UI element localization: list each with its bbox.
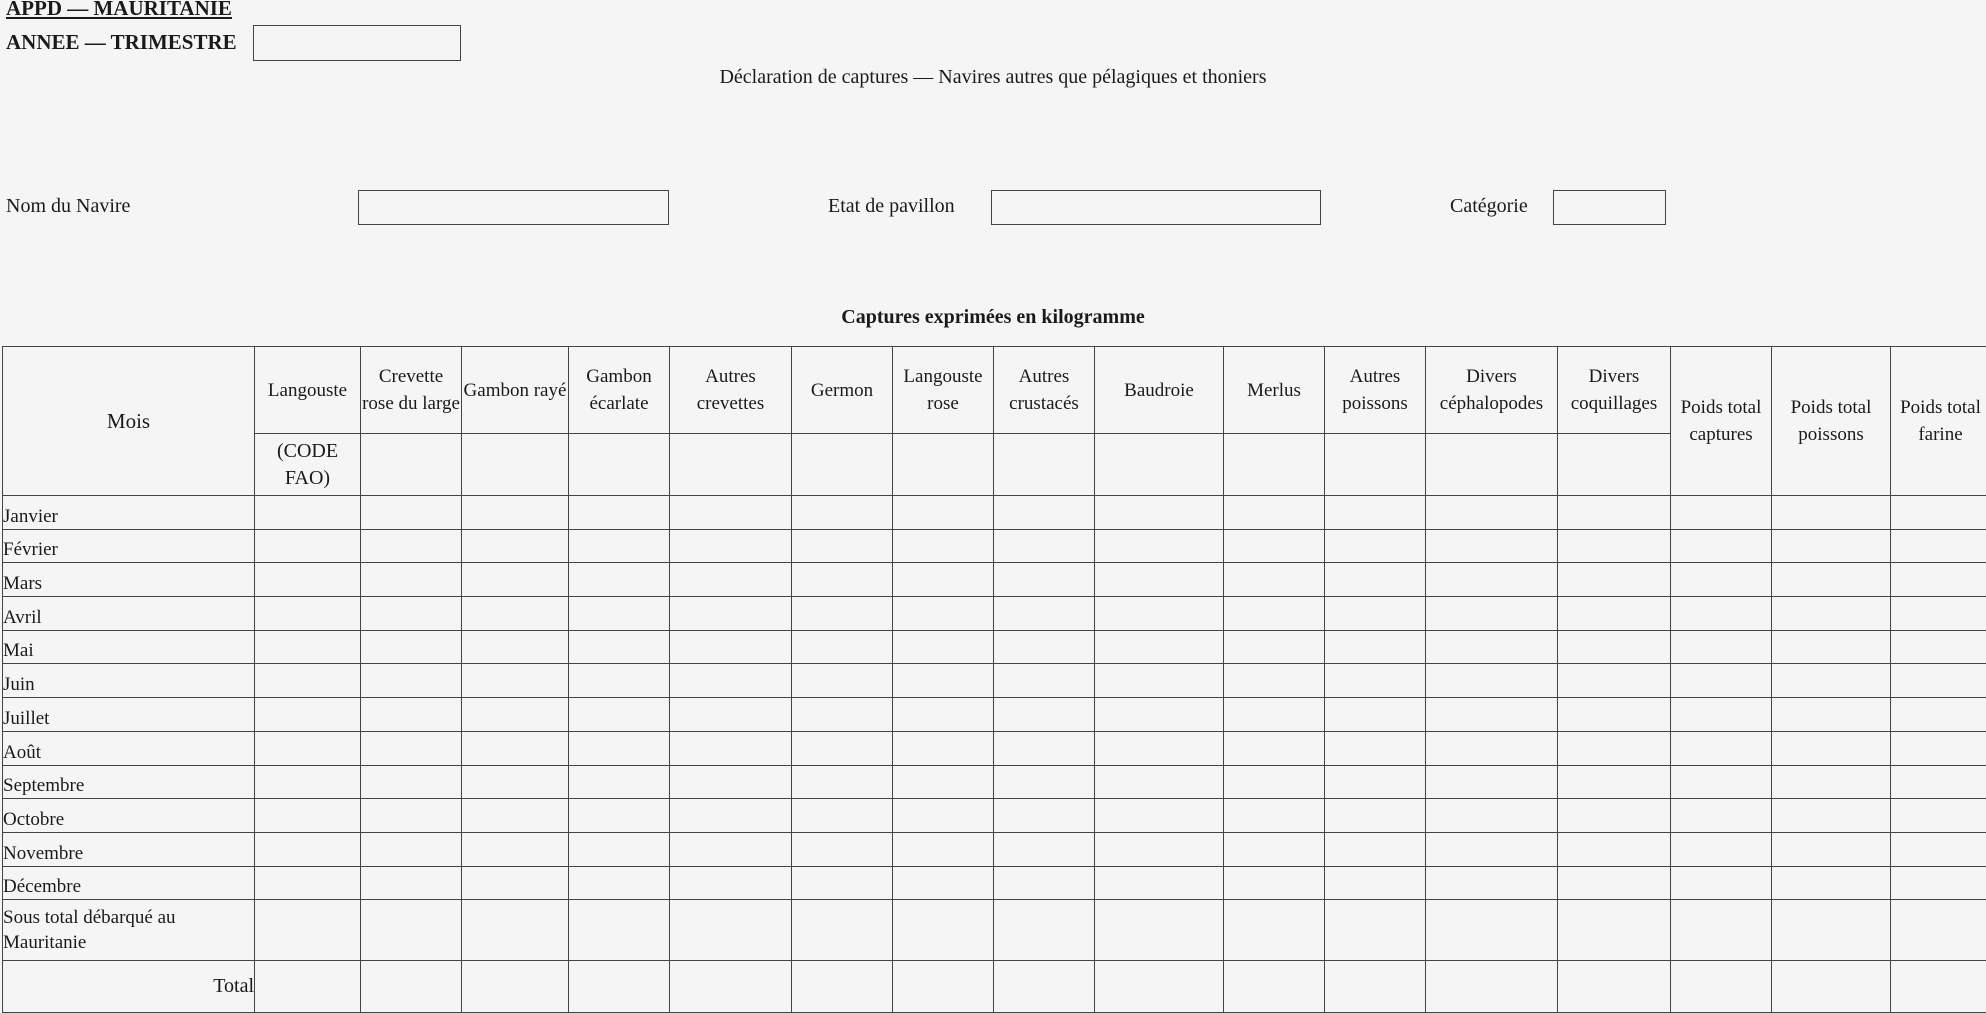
capture-cell[interactable] (255, 961, 361, 1013)
capture-cell[interactable] (1891, 961, 1986, 1013)
capture-cell[interactable] (1671, 765, 1772, 799)
capture-cell[interactable] (1224, 597, 1325, 631)
capture-cell[interactable] (994, 832, 1095, 866)
capture-cell[interactable] (1426, 563, 1558, 597)
subtotal-label: Sous total débarqué au Mauritanie (3, 900, 255, 961)
capture-cell[interactable] (361, 630, 462, 664)
species-header: Langouste rose (893, 347, 994, 434)
species-header: Langouste (255, 347, 361, 434)
capture-cell[interactable] (670, 664, 792, 698)
month-label: Décembre (3, 866, 255, 900)
capture-cell[interactable] (1325, 832, 1426, 866)
capture-cell[interactable] (1891, 664, 1986, 698)
capture-cell[interactable] (569, 597, 670, 631)
capture-cell[interactable] (255, 529, 361, 563)
capture-cell[interactable] (1325, 698, 1426, 732)
capture-cell[interactable] (569, 765, 670, 799)
capture-cell[interactable] (1426, 799, 1558, 833)
table-row (3, 866, 1986, 900)
capture-cell[interactable] (1772, 765, 1891, 799)
table-row (3, 529, 1986, 563)
capture-cell[interactable] (1426, 866, 1558, 900)
capture-cell[interactable] (1426, 765, 1558, 799)
capture-cell[interactable] (1095, 900, 1224, 961)
table-row (3, 597, 1986, 631)
capture-cell[interactable] (462, 866, 569, 900)
code-fao-cell[interactable] (462, 434, 569, 496)
species-header: Autres crevettes (670, 347, 792, 434)
capture-cell[interactable] (1095, 529, 1224, 563)
capture-cell[interactable] (361, 529, 462, 563)
capture-cell[interactable] (1671, 731, 1772, 765)
capture-cell[interactable] (1095, 731, 1224, 765)
capture-cell[interactable] (893, 731, 994, 765)
species-header: Divers coquillages (1558, 347, 1671, 434)
capture-cell[interactable] (670, 496, 792, 530)
capture-cell[interactable] (1772, 900, 1891, 961)
capture-cell[interactable] (994, 866, 1095, 900)
total-weight-header: Poids total farine (1891, 347, 1986, 496)
capture-cell[interactable] (569, 529, 670, 563)
capture-cell[interactable] (1772, 529, 1891, 563)
capture-cell[interactable] (1224, 698, 1325, 732)
capture-cell[interactable] (1558, 529, 1671, 563)
capture-cell[interactable] (1891, 563, 1986, 597)
capture-cell[interactable] (462, 630, 569, 664)
capture-cell[interactable] (893, 698, 994, 732)
capture-cell[interactable] (1671, 630, 1772, 664)
capture-cell[interactable] (792, 664, 893, 698)
capture-cell[interactable] (893, 664, 994, 698)
capture-cell[interactable] (255, 664, 361, 698)
capture-cell[interactable] (1671, 698, 1772, 732)
capture-cell[interactable] (893, 961, 994, 1013)
capture-cell[interactable] (1426, 496, 1558, 530)
capture-cell[interactable] (569, 866, 670, 900)
species-header: Germon (792, 347, 893, 434)
nom-navire-field[interactable] (358, 190, 669, 225)
capture-cell[interactable] (1325, 799, 1426, 833)
subtotal-row (3, 900, 1986, 961)
capture-cell[interactable] (792, 731, 893, 765)
capture-cell[interactable] (792, 961, 893, 1013)
capture-cell[interactable] (569, 630, 670, 664)
capture-cell[interactable] (462, 731, 569, 765)
capture-cell[interactable] (1426, 698, 1558, 732)
annee-trimestre-field[interactable] (253, 25, 461, 61)
capture-cell[interactable] (1891, 496, 1986, 530)
capture-cell[interactable] (1772, 961, 1891, 1013)
capture-cell[interactable] (1224, 664, 1325, 698)
species-header: Autres crustacés (994, 347, 1095, 434)
capture-cell[interactable] (255, 496, 361, 530)
capture-cell[interactable] (792, 496, 893, 530)
capture-cell[interactable] (1772, 799, 1891, 833)
capture-cell[interactable] (1558, 961, 1671, 1013)
capture-cell[interactable] (1426, 731, 1558, 765)
capture-cell[interactable] (1224, 765, 1325, 799)
code-fao-cell[interactable] (361, 434, 462, 496)
capture-cell[interactable] (792, 630, 893, 664)
capture-cell[interactable] (893, 529, 994, 563)
capture-cell[interactable] (255, 698, 361, 732)
capture-cell[interactable] (255, 597, 361, 631)
table-row (3, 630, 1986, 664)
month-label: Juin (3, 664, 255, 698)
code-fao-cell[interactable] (893, 434, 994, 496)
month-label: Janvier (3, 496, 255, 530)
month-label: Mars (3, 563, 255, 597)
capture-cell[interactable] (255, 563, 361, 597)
capture-cell[interactable] (1772, 597, 1891, 631)
capture-cell[interactable] (1558, 832, 1671, 866)
capture-cell[interactable] (1325, 563, 1426, 597)
annee-trimestre-label: ANNEE — TRIMESTRE (6, 30, 237, 54)
table-row (3, 563, 1986, 597)
capture-cell[interactable] (255, 799, 361, 833)
capture-cell[interactable] (1671, 597, 1772, 631)
capture-cell[interactable] (1891, 900, 1986, 961)
capture-cell[interactable] (1772, 630, 1891, 664)
capture-cell[interactable] (569, 698, 670, 732)
capture-cell[interactable] (670, 731, 792, 765)
capture-cell[interactable] (1891, 731, 1986, 765)
capture-cell[interactable] (994, 529, 1095, 563)
table-row (3, 832, 1986, 866)
code-fao-cell[interactable] (1224, 434, 1325, 496)
capture-cell[interactable] (255, 630, 361, 664)
capture-cell[interactable] (1095, 563, 1224, 597)
capture-cell[interactable] (1558, 698, 1671, 732)
capture-cell[interactable] (255, 832, 361, 866)
total-weight-header: Poids total captures (1671, 347, 1772, 496)
capture-cell[interactable] (1095, 698, 1224, 732)
capture-cell[interactable] (994, 563, 1095, 597)
species-header: Gambon rayé (462, 347, 569, 434)
capture-cell[interactable] (893, 630, 994, 664)
capture-cell[interactable] (670, 866, 792, 900)
capture-cell[interactable] (361, 563, 462, 597)
capture-cell[interactable] (361, 496, 462, 530)
capture-cell[interactable] (994, 961, 1095, 1013)
capture-cell[interactable] (893, 832, 994, 866)
capture-cell[interactable] (1671, 961, 1772, 1013)
capture-cell[interactable] (670, 900, 792, 961)
capture-cell[interactable] (1558, 664, 1671, 698)
capture-cell[interactable] (994, 664, 1095, 698)
capture-cell[interactable] (792, 597, 893, 631)
capture-cell[interactable] (893, 563, 994, 597)
capture-cell[interactable] (792, 765, 893, 799)
code-fao-cell[interactable] (792, 434, 893, 496)
capture-cell[interactable] (1891, 630, 1986, 664)
month-label: Avril (3, 597, 255, 631)
capture-cell[interactable] (1891, 765, 1986, 799)
capture-cell[interactable] (462, 799, 569, 833)
capture-cell[interactable] (792, 866, 893, 900)
capture-cell[interactable] (361, 866, 462, 900)
capture-cell[interactable] (1224, 832, 1325, 866)
etat-pavillon-label: Etat de pavillon (828, 195, 955, 217)
capture-cell[interactable] (361, 765, 462, 799)
capture-cell[interactable] (569, 832, 670, 866)
capture-cell[interactable] (462, 597, 569, 631)
capture-cell[interactable] (994, 630, 1095, 664)
capture-cell[interactable] (1095, 630, 1224, 664)
capture-cell[interactable] (1671, 529, 1772, 563)
capture-cell[interactable] (1426, 832, 1558, 866)
capture-cell[interactable] (1325, 529, 1426, 563)
capture-cell[interactable] (670, 698, 792, 732)
capture-cell[interactable] (569, 563, 670, 597)
organization-title: APPD — MAURITANIE (6, 0, 232, 20)
capture-cell[interactable] (1325, 866, 1426, 900)
capture-cell[interactable] (1325, 496, 1426, 530)
month-label: Septembre (3, 765, 255, 799)
capture-cell[interactable] (670, 630, 792, 664)
table-row (3, 496, 1986, 530)
capture-cell[interactable] (1224, 496, 1325, 530)
month-label: Mai (3, 630, 255, 664)
capture-cell[interactable] (792, 563, 893, 597)
capture-cell[interactable] (569, 664, 670, 698)
capture-cell[interactable] (1772, 832, 1891, 866)
capture-cell[interactable] (1558, 630, 1671, 664)
code-fao-cell[interactable] (569, 434, 670, 496)
capture-cell[interactable] (670, 799, 792, 833)
capture-cell[interactable] (462, 832, 569, 866)
capture-cell[interactable] (1558, 731, 1671, 765)
captures-table (2, 346, 1986, 1013)
capture-cell[interactable] (255, 731, 361, 765)
code-fao-cell[interactable] (1325, 434, 1426, 496)
capture-cell[interactable] (1426, 900, 1558, 961)
capture-cell[interactable] (670, 597, 792, 631)
table-row (3, 664, 1986, 698)
capture-cell[interactable] (1426, 664, 1558, 698)
capture-cell[interactable] (1558, 597, 1671, 631)
capture-cell[interactable] (1095, 765, 1224, 799)
capture-cell[interactable] (1224, 630, 1325, 664)
capture-cell[interactable] (1325, 630, 1426, 664)
capture-cell[interactable] (1891, 529, 1986, 563)
capture-cell[interactable] (361, 597, 462, 631)
table-row (3, 731, 1986, 765)
capture-cell[interactable] (1325, 765, 1426, 799)
month-label: Août (3, 731, 255, 765)
capture-cell[interactable] (255, 900, 361, 961)
capture-cell[interactable] (361, 799, 462, 833)
capture-cell[interactable] (1671, 496, 1772, 530)
capture-cell[interactable] (1772, 563, 1891, 597)
capture-cell[interactable] (1426, 630, 1558, 664)
capture-cell[interactable] (462, 698, 569, 732)
month-label: Juillet (3, 698, 255, 732)
capture-cell[interactable] (462, 664, 569, 698)
capture-cell[interactable] (1772, 866, 1891, 900)
table-row (3, 698, 1986, 732)
capture-cell[interactable] (792, 900, 893, 961)
capture-cell[interactable] (1325, 961, 1426, 1013)
capture-cell[interactable] (255, 765, 361, 799)
capture-cell[interactable] (1558, 900, 1671, 961)
capture-cell[interactable] (1671, 799, 1772, 833)
code-fao-cell[interactable] (1095, 434, 1224, 496)
capture-cell[interactable] (1095, 799, 1224, 833)
capture-cell[interactable] (1891, 698, 1986, 732)
categorie-label: Catégorie (1450, 195, 1528, 217)
total-row (3, 961, 1986, 1013)
mois-header: Mois (3, 347, 255, 496)
total-label: Total (3, 961, 255, 1013)
capture-cell[interactable] (994, 900, 1095, 961)
species-header: Baudroie (1095, 347, 1224, 434)
capture-cell[interactable] (792, 832, 893, 866)
capture-cell[interactable] (569, 900, 670, 961)
species-header: Gambon écarlate (569, 347, 670, 434)
capture-cell[interactable] (361, 961, 462, 1013)
capture-cell[interactable] (569, 731, 670, 765)
etat-pavillon-field[interactable] (991, 190, 1321, 225)
capture-cell[interactable] (361, 698, 462, 732)
capture-cell[interactable] (1558, 866, 1671, 900)
capture-cell[interactable] (994, 799, 1095, 833)
code-fao-cell[interactable] (994, 434, 1095, 496)
month-label: Octobre (3, 799, 255, 833)
capture-cell[interactable] (1095, 832, 1224, 866)
capture-cell[interactable] (1426, 597, 1558, 631)
capture-cell[interactable] (1426, 961, 1558, 1013)
capture-cell[interactable] (893, 597, 994, 631)
capture-cell[interactable] (994, 765, 1095, 799)
capture-cell[interactable] (1671, 866, 1772, 900)
code-fao-cell[interactable] (670, 434, 792, 496)
capture-cell[interactable] (670, 563, 792, 597)
capture-cell[interactable] (462, 529, 569, 563)
capture-cell[interactable] (1558, 563, 1671, 597)
capture-cell[interactable] (1224, 900, 1325, 961)
capture-cell[interactable] (1095, 961, 1224, 1013)
capture-cell[interactable] (670, 961, 792, 1013)
capture-cell[interactable] (1891, 799, 1986, 833)
month-label: Novembre (3, 832, 255, 866)
nom-navire-label: Nom du Navire (6, 195, 131, 217)
capture-cell[interactable] (462, 563, 569, 597)
capture-cell[interactable] (670, 832, 792, 866)
capture-cell[interactable] (1891, 866, 1986, 900)
capture-cell[interactable] (893, 496, 994, 530)
capture-cell[interactable] (994, 698, 1095, 732)
capture-cell[interactable] (1095, 496, 1224, 530)
capture-cell[interactable] (1224, 961, 1325, 1013)
capture-cell[interactable] (792, 529, 893, 563)
total-weight-header: Poids total poissons (1772, 347, 1891, 496)
capture-cell[interactable] (1325, 597, 1426, 631)
capture-cell[interactable] (569, 496, 670, 530)
capture-cell[interactable] (462, 496, 569, 530)
capture-cell[interactable] (1671, 832, 1772, 866)
capture-cell[interactable] (569, 961, 670, 1013)
capture-cell[interactable] (361, 900, 462, 961)
table-title: Captures exprimées en kilogramme (841, 306, 1145, 328)
species-header: Divers céphalopodes (1426, 347, 1558, 434)
capture-cell[interactable] (1772, 731, 1891, 765)
capture-cell[interactable] (361, 832, 462, 866)
capture-cell[interactable] (1325, 664, 1426, 698)
capture-cell[interactable] (462, 900, 569, 961)
capture-cell[interactable] (1224, 563, 1325, 597)
categorie-field[interactable] (1553, 190, 1666, 225)
capture-cell[interactable] (1558, 765, 1671, 799)
capture-cell[interactable] (1224, 799, 1325, 833)
capture-cell[interactable] (994, 597, 1095, 631)
species-header: Merlus (1224, 347, 1325, 434)
capture-cell[interactable] (1224, 866, 1325, 900)
capture-cell[interactable] (1224, 529, 1325, 563)
capture-cell[interactable] (994, 731, 1095, 765)
capture-cell[interactable] (1095, 664, 1224, 698)
code-fao-cell[interactable] (1558, 434, 1671, 496)
capture-cell[interactable] (792, 799, 893, 833)
species-header: Crevette rose du large (361, 347, 462, 434)
code-fao-header: (CODE FAO) (255, 434, 361, 496)
table-row (3, 765, 1986, 799)
capture-cell[interactable] (1224, 731, 1325, 765)
month-label: Février (3, 529, 255, 563)
capture-cell[interactable] (462, 961, 569, 1013)
capture-cell[interactable] (893, 765, 994, 799)
capture-cell[interactable] (1095, 866, 1224, 900)
capture-cell[interactable] (569, 799, 670, 833)
capture-cell[interactable] (792, 698, 893, 732)
capture-cell[interactable] (361, 664, 462, 698)
capture-cell[interactable] (1558, 799, 1671, 833)
capture-cell[interactable] (1772, 698, 1891, 732)
capture-cell[interactable] (893, 866, 994, 900)
capture-cell[interactable] (1325, 900, 1426, 961)
capture-cell[interactable] (670, 529, 792, 563)
document-title: Déclaration de captures — Navires autres que pélagiques et thoniers (719, 66, 1267, 88)
capture-cell[interactable] (255, 866, 361, 900)
capture-cell[interactable] (994, 496, 1095, 530)
capture-cell[interactable] (1772, 496, 1891, 530)
species-header: Autres poissons (1325, 347, 1426, 434)
capture-cell[interactable] (1671, 563, 1772, 597)
capture-cell[interactable] (1426, 529, 1558, 563)
capture-cell[interactable] (670, 765, 792, 799)
capture-cell[interactable] (893, 799, 994, 833)
capture-cell[interactable] (462, 765, 569, 799)
capture-cell[interactable] (1671, 900, 1772, 961)
capture-cell[interactable] (1325, 731, 1426, 765)
capture-cell[interactable] (893, 900, 994, 961)
capture-cell[interactable] (1772, 664, 1891, 698)
capture-cell[interactable] (1891, 832, 1986, 866)
capture-cell[interactable] (1671, 664, 1772, 698)
code-fao-cell[interactable] (1426, 434, 1558, 496)
capture-cell[interactable] (1558, 496, 1671, 530)
capture-cell[interactable] (361, 731, 462, 765)
capture-cell[interactable] (1095, 597, 1224, 631)
table-row (3, 799, 1986, 833)
capture-cell[interactable] (1891, 597, 1986, 631)
